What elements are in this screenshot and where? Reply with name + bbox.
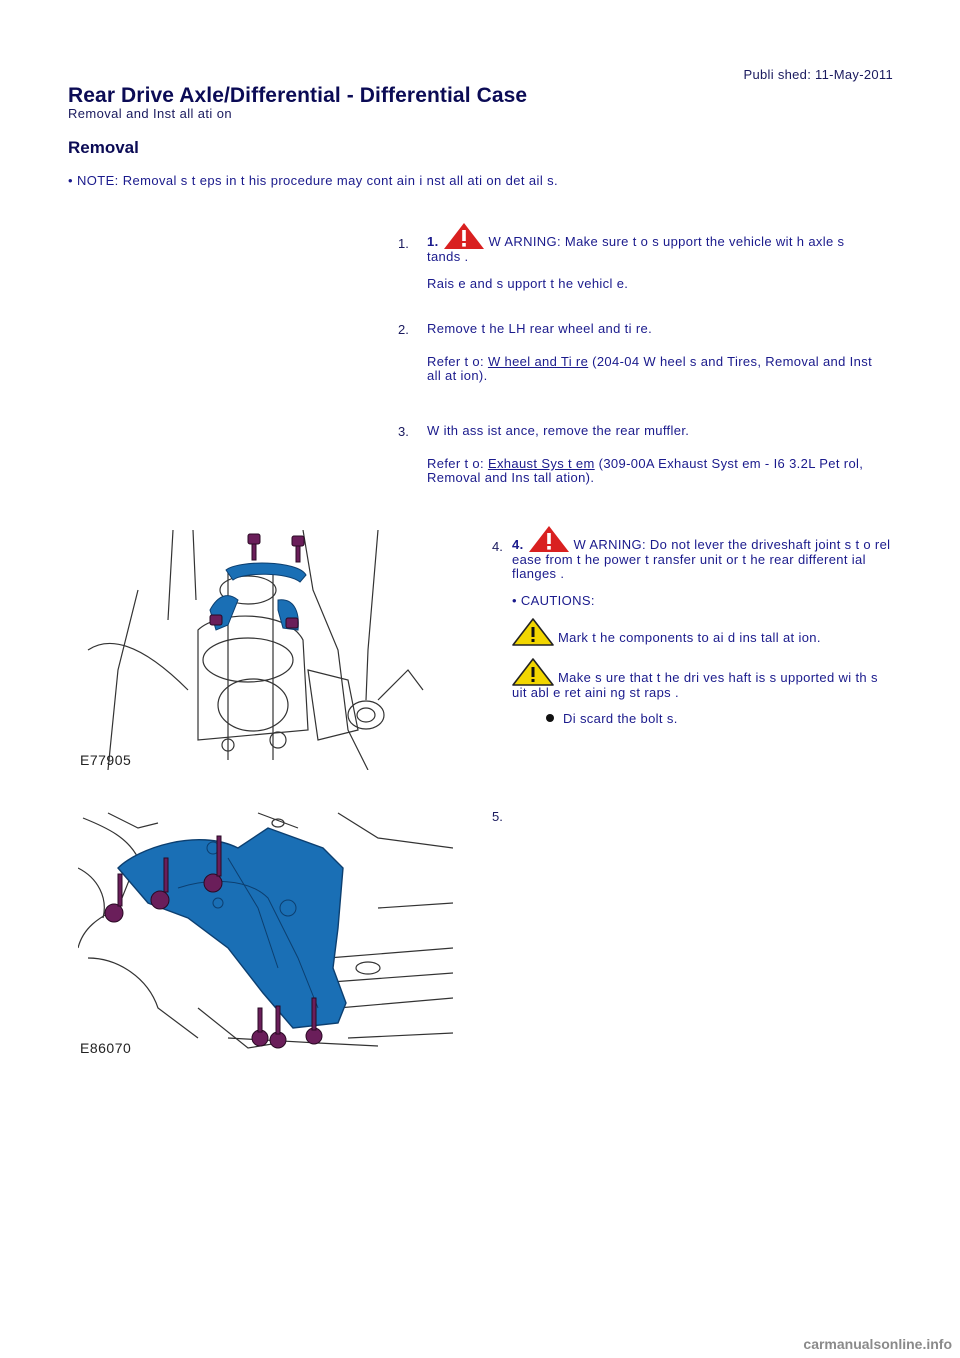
- figure-e77905: [78, 530, 430, 770]
- step-4-warning: W ARNING: Do not lever the driveshaft joint s t o rel ease from t he power t ransfer unit or t he rear different ial flanges .: [512, 537, 891, 581]
- step-5-number: 5.: [492, 809, 503, 824]
- step-2-ref-prefix: Refer t o:: [427, 354, 488, 369]
- step-4-caution-2: Make s ure that t he dri ves haft is s upported wi th s uit abl e ret aini ng st raps .: [512, 670, 878, 700]
- warning-icon: [443, 222, 485, 250]
- step-2-number: 2.: [398, 322, 409, 337]
- section-heading: Removal: [68, 138, 139, 157]
- step-3-text: W ith ass ist ance, remove the rear muffler.: [427, 423, 690, 438]
- wheel-and-tire-link[interactable]: W heel and Ti re: [487, 354, 589, 369]
- figure-1-label: E77905: [80, 752, 132, 768]
- warning-icon: [528, 525, 570, 553]
- removal-note: • NOTE: Removal s t eps in t his procedure may cont ain i nst all ati on det ail s.: [68, 173, 559, 188]
- site-watermark: carmanualsonline.info: [803, 1336, 952, 1352]
- step-1-label: 1.: [427, 234, 439, 249]
- driveshaft-illustration: [78, 530, 430, 770]
- step-4-label: 4.: [512, 537, 524, 552]
- figure-2-label: E86070: [80, 1040, 132, 1056]
- caution-icon: [512, 658, 554, 686]
- step-1: [427, 222, 867, 291]
- step-4-bullet: Di scard the bolt s.: [563, 711, 678, 726]
- bullet-icon: [546, 714, 554, 722]
- step-1-warning: W ARNING: Make sure t o s upport the vehicle wit h axle s tands .: [427, 234, 845, 264]
- published-date: Publi shed: 11-May-2011: [743, 67, 893, 82]
- step-2: [427, 322, 877, 383]
- step-4-caution-1: Mark t he components to ai d ins tall at ion.: [554, 630, 821, 645]
- step-2-text: Remove t he LH rear wheel and ti re.: [427, 321, 653, 336]
- step-3-ref-prefix: Refer t o:: [427, 456, 488, 471]
- caution-icon: [512, 618, 554, 646]
- step-3-number: 3.: [398, 424, 409, 439]
- page-subtitle: Removal and Inst all ati on: [68, 106, 232, 121]
- step-3-ref-suffix: (309-00A Exhaust Syst em - I6 3.2L Pet rol, Removal and Ins tall ation).: [427, 456, 864, 485]
- step-1-number: 1.: [398, 236, 409, 251]
- step-1-text: Rais e and s upport t he vehicl e.: [427, 276, 629, 291]
- step-3: [427, 424, 892, 485]
- differential-case-illustration: [78, 808, 453, 1058]
- step-4-cautions-heading: • CAUTIONS:: [512, 593, 595, 608]
- step-4: [512, 525, 892, 726]
- exhaust-system-link[interactable]: Exhaust Sys t em: [487, 456, 595, 471]
- step-2-ref-suffix: (204-04 W heel s and Tires, Removal and Inst all at ion).: [427, 354, 873, 383]
- step-4-number: 4.: [492, 539, 503, 554]
- figure-e86070: [78, 808, 453, 1058]
- page-title: Rear Drive Axle/Differential - Differential Case: [68, 84, 528, 107]
